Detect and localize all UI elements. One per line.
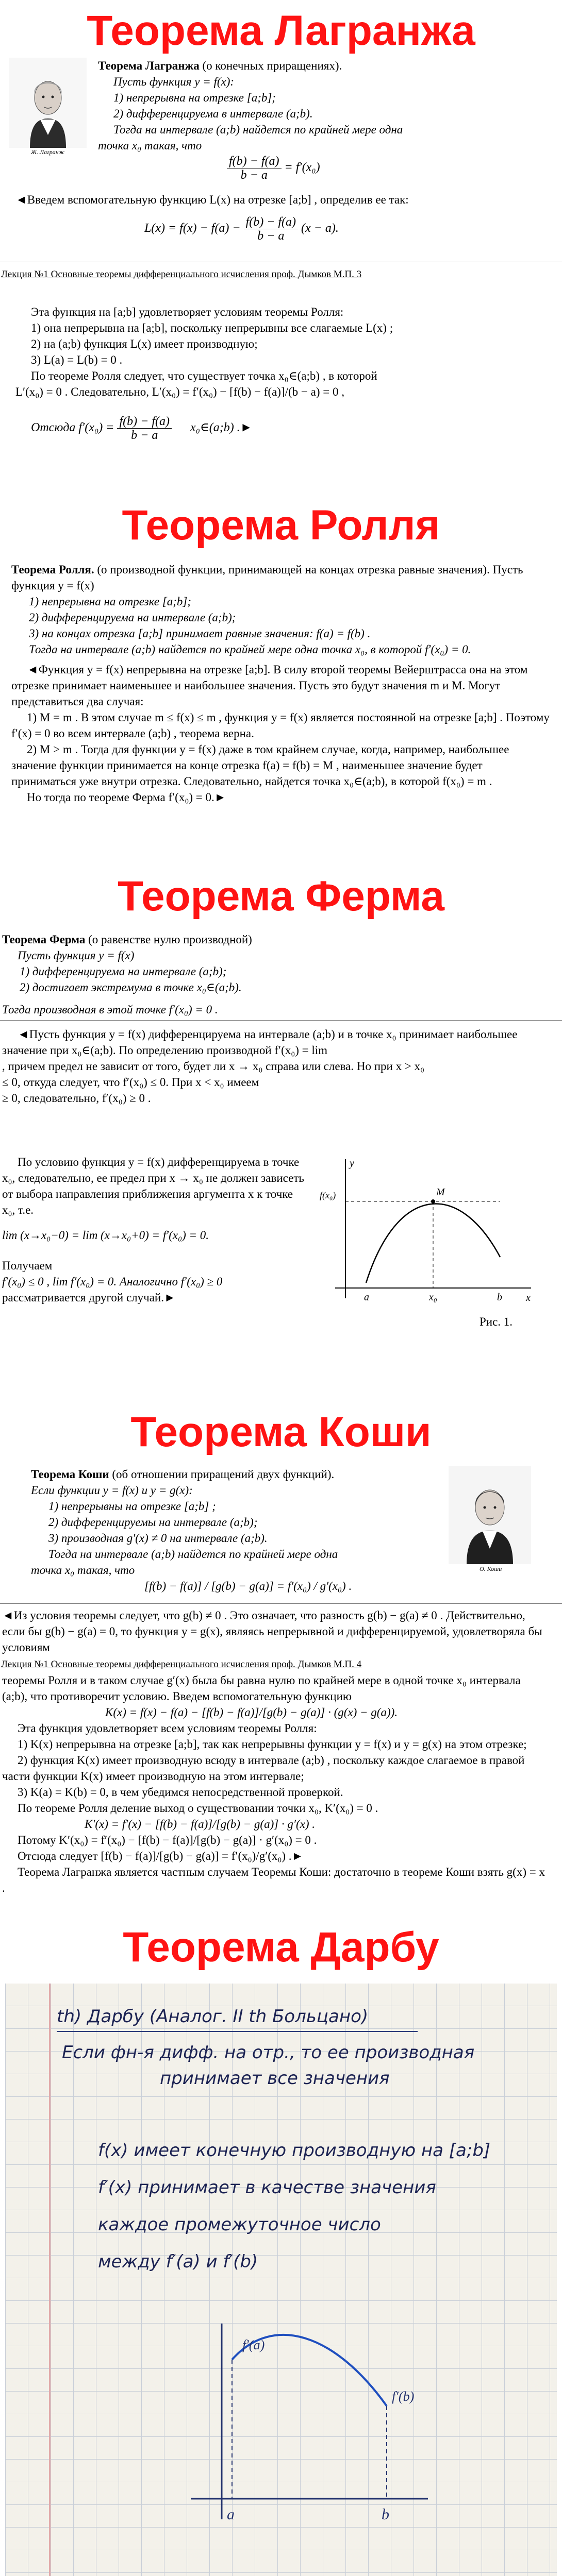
fermat-proof (2, 1026, 549, 1106)
darboux-fa-label: f′(a) (242, 2337, 265, 2352)
cauchy-proof-p3: 1) K(x) непрерывна на отрезке [a;b], так как непрерывны функции y = f(x) и y = g(x) на этом отрезке; (18, 1738, 527, 1751)
darboux-banner: Теорема Дарбу (123, 1924, 439, 1971)
rolle-condition-1: 1) непрерывна на отрезке [a;b]; (29, 595, 191, 608)
cauchy-given: Если функции y = f(x) и y = g(x): (31, 1484, 193, 1497)
cauchy-proof-intro: ◄Из условия теоремы следует, что g(b) ≠ 0 . Это означает, что разность g(b) − g(a) ≠ 0 . Действительно, если бы g(b) − g(a) = 0, то функция y = g(x), являясь непрерывной и дифференцируемой, удовлетворяла бы условиям (2, 1609, 542, 1654)
lagrange-statement (98, 58, 552, 154)
fermat-banner: Теорема Ферма (117, 873, 445, 920)
rolle-condition-2: 2) дифференцируема на интервале (a;b); (29, 611, 236, 624)
lagrange-page-footer: Лекция №1 Основные теоремы дифференциального исчисления проф. Дымков М.П. 3 (1, 269, 362, 280)
cauchy-proof-p4: 2) функция K(x) имеет производную всюду в интервале (a;b) , поскольку каждое слагаемое в правой части функции K(x) имеет производную на этом интервале; (2, 1754, 525, 1783)
cauchy-portrait-caption: О. Коши (480, 1565, 502, 1572)
cauchy-condition-2: 2) дифференцируемы на интервале (a;b); (48, 1516, 258, 1529)
cauchy-separator (0, 1603, 562, 1604)
cauchy-proof-p8: Потому K′(x₀) = f′(x₀) − [f(b) − f(a)]/[g(b) − g(a)] · g′(x₀) = 0 . (18, 1834, 317, 1846)
lagrange-aux-rhs: (x − a). (301, 222, 339, 235)
cauchy-proof-p5: 3) K(a) = K(b) = 0, в чем убедимся непосредственной проверкой. (18, 1786, 343, 1799)
cauchy-proof-p6: По теореме Ролля деление выход о существовании точки x₀, K′(x₀) = 0 . (18, 1802, 378, 1815)
lagrange-proof-p2: 1) она непрерывна на [a;b], поскольку непрерывны все слагаемые L(x) ; (31, 321, 393, 334)
lagrange-proof-p5: По теореме Ролля следует, что существует точка x₀∈(a;b) , в которой (31, 369, 377, 382)
fermat-proof-2: По условию функция y = f(x) дифференцируема в точке x₀, следовательно, ее предел при x → x₀ не должен зависеть от выбора направления приближения аргумента x к точке x₀, т.е. (2, 1156, 304, 1216)
darboux-note-line-0: th) Дарбу (Аналог. II th Больцано) (57, 2006, 369, 2027)
rolle-title-rest: (о производной функции, принимающей на концах отрезка равные значения). Пусть функция y = f(x) (11, 563, 523, 592)
cauchy-proof (2, 1672, 549, 1896)
fermat-graph (320, 1154, 536, 1309)
fermat-title: Теорема Ферма (2, 933, 86, 946)
rolle-conclusion: Тогда на интервале (a;b) найдется по крайней мере одна точка x₀, в которой f′(x₀) = 0. (29, 643, 471, 656)
lagrange-proof-p4: 3) L(a) = L(b) = 0 . (31, 353, 123, 366)
cauchy-proof-p9: Отсюда следует [f(b) − f(a)]/[g(b) − g(a)] = f′(x₀)/g′(x₀) .► (18, 1850, 304, 1862)
fermat-end: рассматривается другой случай.► (2, 1291, 176, 1304)
darboux-fb-label: f′(b) (392, 2389, 415, 2404)
cauchy-banner: Теорема Коши (130, 1409, 432, 1455)
fermat-got-2: f′(x₀) ≤ 0 , lim f′(x₀) = 0. Аналогично f′(x₀) ≥ 0 (2, 1275, 223, 1288)
fermat-m-label: M (436, 1187, 445, 1198)
cauchy-aux-function: K(x) = f(x) − f(a) − [f(b) − f(a)]/[g(b) − g(a)] · (g(x) − g(a)). (105, 1706, 398, 1719)
lagrange-given: Пусть функция y = f(x): (113, 75, 235, 88)
rolle-banner: Теорема Ролля (122, 502, 440, 549)
cauchy-title-rest: (об отношении приращений двух функций). (109, 1468, 335, 1481)
lagrange-aux-lhs: L(x) = f(x) − f(a) − (144, 222, 241, 235)
cauchy-title: Теорема Коши (31, 1468, 109, 1481)
lagrange-banner: Теорема Лагранжа (87, 7, 475, 54)
darboux-note-line-6: между f′(a) и f′(b) (98, 2251, 258, 2272)
cauchy-proof-p2: Эта функция удовлетворяет всем условиям теоремы Ролля: (18, 1722, 317, 1735)
fermat-got: Получаем (2, 1259, 53, 1272)
lagrange-condition-1: 1) непрерывна на отрезке [a;b]; (113, 91, 276, 104)
fermat-proof-1d: ≥ 0, следовательно, f′(x₀) ≥ 0 . (2, 1092, 151, 1105)
rolle-section (0, 495, 562, 866)
lagrange-result-fraction: $\frac{f(b) - f(a)}{b - a}$ (117, 415, 172, 442)
fermat-a-label: a (364, 1292, 369, 1303)
cauchy-page-footer: Лекция №1 Основные теоремы дифференциального исчисления проф. Дымков М.П. 4 (1, 1659, 362, 1670)
rolle-case-2: 2) M > m . Тогда для функции y = f(x) даже в том крайнем случае, когда, например, наибольшее значение функции принимается на конце отрезка f(a) = f(b) = M , наименьшее значение будет приниматься уже внутри отрезка. Следовательно, найдется точка x₀∈(a;b), в которой f(x₀) = m . (11, 743, 509, 788)
lagrange-aux-formula (144, 215, 339, 243)
lagrange-proof-p6: L′(x₀) = 0 . Следовательно, L′(x₀) = f′(x₀) − [f(b) − f(a)]/(b − a) = 0 , (15, 385, 344, 398)
lagrange-result-lhs: Отсюда f′(x₀) = (31, 421, 114, 435)
lagrange-formula-rhs: = f′(x₀) (284, 161, 320, 175)
lagrange-portrait-drawing (9, 58, 87, 148)
lagrange-title-rest: (о конечных приращениях). (199, 59, 342, 72)
darboux-a-label: a (227, 2506, 235, 2523)
lagrange-proof-section (0, 299, 562, 495)
fermat-proof-2-block (2, 1154, 306, 1306)
rolle-title: Теорема Ролля. (11, 563, 94, 576)
fermat-limit-equation: lim (x→x₀−0) = lim (x→x₀+0) = f′(x₀) = 0. (2, 1229, 209, 1242)
cauchy-statement (31, 1466, 423, 1594)
rolle-proof: ◄Функция y = f(x) непрерывна на отрезке [a;b]. В силу второй теоремы Вейерштрасса она на этом отрезке принимает наименьшее и наибольшее значения. Пусть это будут значения m и M. Могут представиться два случая: (11, 663, 528, 708)
lagrange-main-formula (227, 155, 320, 182)
fermat-b-label: b (497, 1292, 502, 1303)
cauchy-section (0, 1401, 562, 1917)
lagrange-portrait (9, 58, 87, 150)
darboux-note-line-3: f(x) имеет конечную производную на [a;b] (98, 2140, 491, 2161)
cauchy-conclusion-point: точка x₀ такая, что (31, 1564, 135, 1577)
cauchy-proof-p1: теоремы Ролля и в таком случае g′(x) была бы равна нулю по крайней мере в одной точке x₀ интервала (a;b), что противоречит условию. Введем вспомогательную функцию (2, 1674, 521, 1703)
fermat-x-label: x (526, 1292, 531, 1303)
fermat-conclusion: Тогда производная в этой точке f′(x₀) = 0 . (2, 1003, 218, 1016)
lagrange-conclusion: Тогда на интервале (a;b) найдется по крайней мере одна (113, 123, 403, 136)
fermat-y-label: y (350, 1158, 354, 1169)
lagrange-proof-intro: ◄Введем вспомогательную функцию L(x) на отрезке [a;b] , определив ее так: (15, 193, 409, 206)
rolle-end: Но тогда по теореме Ферма f′(x₀) = 0.► (27, 791, 226, 804)
fermat-title-rest: (о равенстве нулю производной) (85, 933, 252, 946)
fermat-x0-label: x₀ (429, 1292, 437, 1303)
cauchy-portrait (449, 1466, 531, 1567)
darboux-note-line-1: Если фн-я дифф. на отр., то ее производная (62, 2042, 475, 2063)
rolle-body (11, 562, 550, 805)
fermat-section (0, 866, 562, 1401)
fermat-statement (2, 931, 549, 1018)
lagrange-proof-p1: Эта функция на [a;b] удовлетворяет условиям теоремы Ролля: (31, 306, 344, 318)
lagrange-section (0, 0, 562, 299)
fermat-condition-2: 2) достигает экстремума в точке x₀∈(a;b). (20, 981, 242, 994)
fermat-given: Пусть функция y = f(x) (18, 949, 135, 962)
fermat-proof-1c: ≤ 0, откуда следует, что f′(x₀) ≤ 0. При x < x₀ имеем (2, 1076, 259, 1089)
lagrange-result (31, 415, 252, 442)
cauchy-proof-p7: K′(x) = f′(x) − [f(b) − f(a)]/[g(b) − g(a)] · g′(x) . (85, 1818, 315, 1831)
rolle-condition-3: 3) на концах отрезка [a;b] принимает равные значения: f(a) = f(b) . (29, 627, 371, 640)
darboux-notebook-page-1 (5, 1984, 557, 2576)
darboux-b-label: b (382, 2506, 389, 2523)
darboux-note-line-4: f′(x) принимает в качестве значения (98, 2177, 436, 2198)
darboux-note-line-5: каждое промежуточное число (98, 2214, 381, 2235)
darboux-graph (170, 2293, 438, 2540)
cauchy-proof-p10: Теорема Лагранжа является частным случаем Теоремы Коши: достаточно в теореме Коши взять g(x) = x . (2, 1866, 545, 1894)
lagrange-title: Теорема Лагранжа (98, 59, 200, 72)
lagrange-portrait-caption: Ж. Лагранж (31, 148, 64, 156)
cauchy-conclusion: Тогда на интервале (a;b) найдется по крайней мере одна (48, 1548, 338, 1561)
fermat-proof-1b: , причем предел не зависит от того, будет ли x → x₀ справа или слева. Но при x > x₀ (2, 1060, 425, 1073)
fermat-separator (0, 1020, 562, 1021)
lagrange-aux-fraction: $\frac{f(b) - f(a)}{b - a}$ (244, 215, 299, 243)
lagrange-result-rhs: x₀∈(a;b) .► (190, 421, 253, 435)
cauchy-condition-1: 1) непрерывны на отрезке [a;b] ; (48, 1500, 216, 1513)
lagrange-conclusion-point: точка x₀ такая, что (98, 139, 202, 152)
rolle-case-1: 1) M = m . В этом случае m ≤ f(x) ≤ m , функция y = f(x) является постоянной на отрезке [a;b] . Поэтому f′(x) = 0 во всем интервале (a;b) , теорема верна. (11, 711, 550, 740)
darboux-title-underline (57, 2031, 418, 2032)
fermat-fx0-label: f(x₀) (320, 1190, 336, 1200)
darboux-section (0, 1917, 562, 2576)
lagrange-fraction: $\frac{f(b) - f(a)}{b - a}$ (227, 155, 282, 182)
fermat-max-point (431, 1199, 435, 1204)
cauchy-main-formula: [f(b) − f(a)] / [g(b) − g(a)] = f′(x₀) / g′(x₀) . (144, 1580, 352, 1592)
lagrange-condition-2: 2) дифференцируема в интервале (a;b). (113, 107, 313, 120)
lagrange-proof-p3: 2) на (a;b) функция L(x) имеет производную; (31, 337, 258, 350)
cauchy-condition-3: 3) производная g′(x) ≠ 0 на интервале (a;b). (48, 1532, 268, 1545)
fermat-proof-1: ◄Пусть функция y = f(x) дифференцируема на интервале (a;b) и в точке x₀ принимает наибольшее значение при x₀∈(a;b). По определению производной f′(x₀) = lim (2, 1028, 518, 1057)
darboux-note-line-2: принимает все значения (160, 2068, 390, 2089)
cauchy-portrait-drawing (449, 1466, 531, 1564)
fermat-condition-1: 1) дифференцируема на интервале (a;b); (20, 965, 227, 978)
lagrange-proof (15, 304, 552, 400)
fermat-figure-caption: Рис. 1. (480, 1315, 513, 1328)
